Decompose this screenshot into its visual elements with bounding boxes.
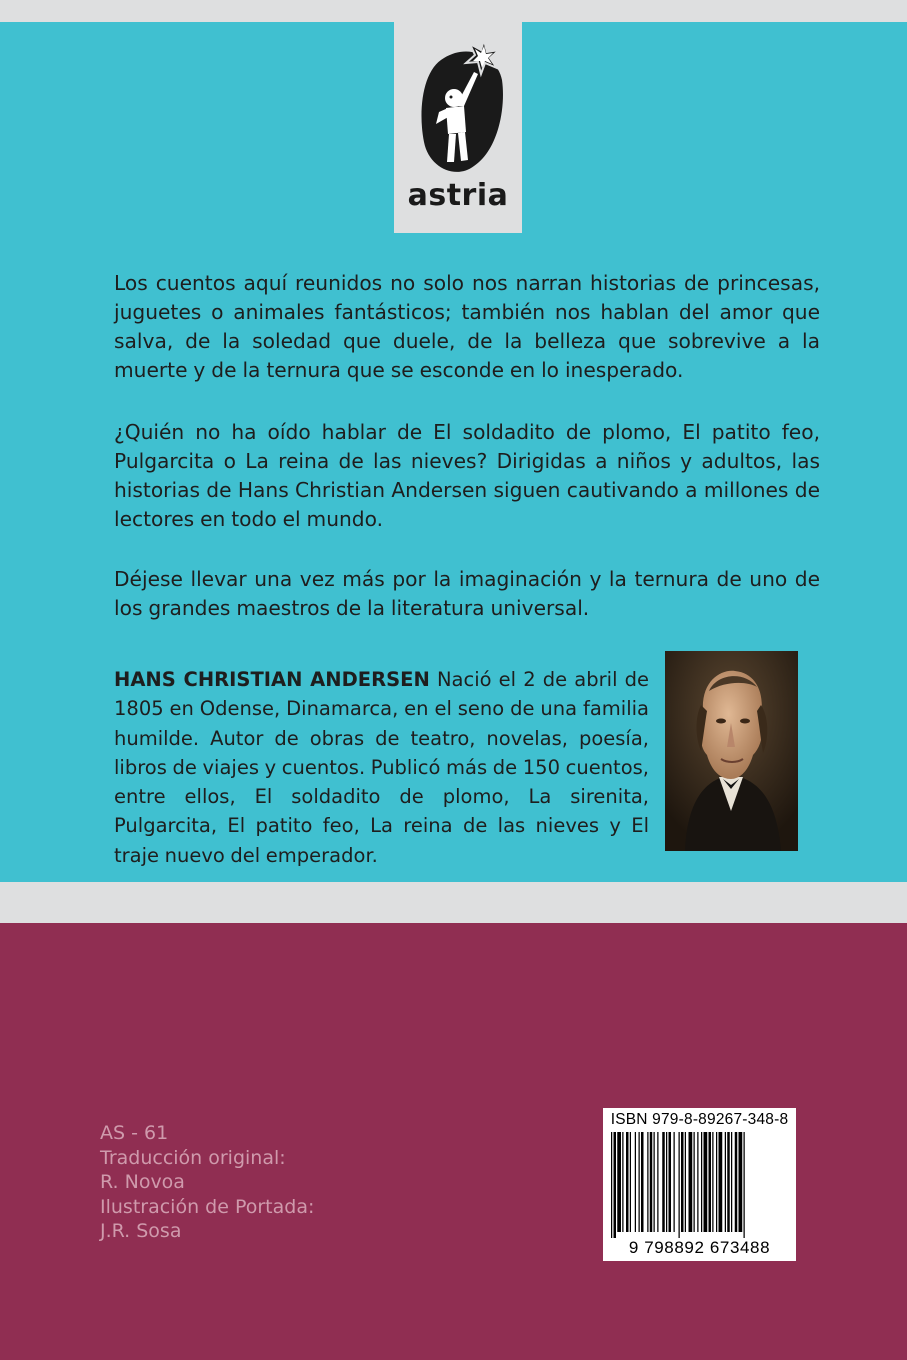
isbn-barcode <box>603 1108 796 1261</box>
author-portrait <box>665 651 798 851</box>
blurb-paragraph-1: Los cuentos aquí reunidos no solo nos narran historias de princesas, juguetes o animales fantásticos; también nos hablan del amor que salva, de la soledad que duele, de la belleza que sobrevive a la muerte y de la ternura que se esconde en lo inesperado. <box>114 271 820 382</box>
barcode-bars-icon <box>611 1132 788 1238</box>
author-bio-text: Nació el 2 de abril de 1805 en Odense, Dinamarca, en el seno de una familia humilde. Autor de obras de teatro, novelas, poesía, libros de viajes y cuentos. Publicó más de 150 cuentos, entre ellos, El soldadito de plomo, La sirenita, Pulgarcita, El patito feo, La reina de las nieves y El traje nuevo del emperador. <box>114 668 650 867</box>
blurb-paragraph-3: Déjese llevar una vez más por la imaginación y la ternura de uno de los grandes maestros de la literatura universal. <box>114 567 820 620</box>
translation-label: Traducción original: <box>100 1146 286 1169</box>
translator-name: R. Novoa <box>100 1171 185 1193</box>
series-number: AS - 61 <box>100 1122 169 1144</box>
isbn-label: ISBN 979-8-89267-348-8 <box>610 1111 789 1128</box>
cover-illustration-label: Ilustración de Portada: <box>100 1195 315 1218</box>
credits-block <box>100 1121 314 1244</box>
illustrator-name: J.R. Sosa <box>100 1220 182 1242</box>
author-bio <box>114 665 649 870</box>
isbn-digits: 9 798892 673488 <box>628 1238 771 1257</box>
blurb-paragraph-2: ¿Quién no ha oído hablar de El soldadito de plomo, El patito feo, Pulgarcita o La reina de las nieves? Dirigidas a niños y adultos, las historias de Hans Christian Andersen siguen cautivando a millones de lectores en todo el mundo. <box>114 420 820 531</box>
publisher-name: astria <box>407 178 509 213</box>
boy-reaching-star-icon <box>394 0 522 178</box>
publisher-logo <box>394 0 522 233</box>
author-name: HANS CHRISTIAN ANDERSEN <box>114 668 430 691</box>
